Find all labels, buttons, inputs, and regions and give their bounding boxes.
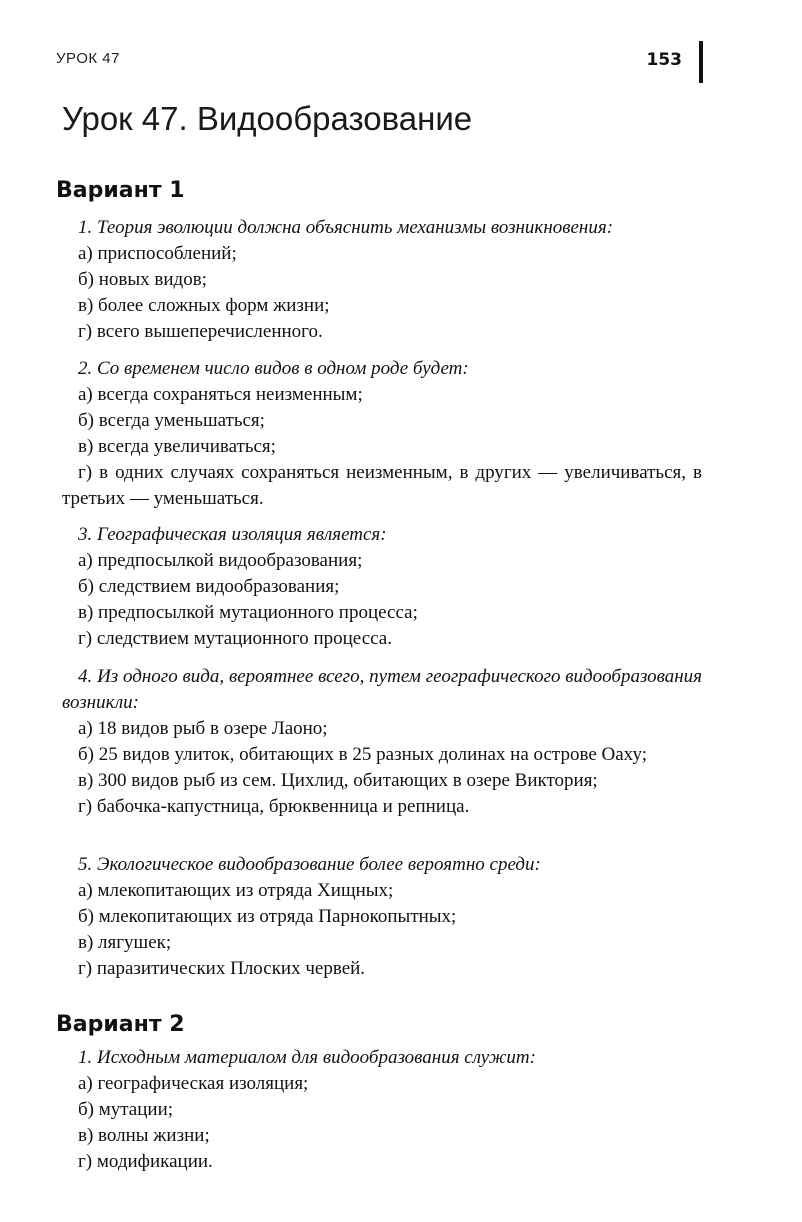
question-2-1 <box>62 1045 702 1175</box>
question-1-1 <box>62 215 702 345</box>
question-text: 5. Экологическое видообразование более вероятно среди: <box>78 854 541 875</box>
answer-option: а) географическая изоляция; <box>78 1073 309 1094</box>
answer-option: в) предпосылкой мутационного процесса; <box>78 602 418 623</box>
answer-option: а) предпосылкой видообразования; <box>78 550 363 571</box>
question-text: 1. Теория эволюции должна объяснить механизмы возникновения: <box>78 217 614 238</box>
answer-option: г) в одних случаях сохраняться неизменным, в других — увеличиваться, в третьих — уменьшаться. <box>62 462 702 509</box>
header-rule <box>699 41 703 83</box>
answer-option: в) волны жизни; <box>78 1125 210 1146</box>
answer-option: а) млекопитающих из отряда Хищных; <box>78 880 394 901</box>
question-1-2 <box>62 356 702 512</box>
answer-option: г) модификации. <box>78 1151 213 1172</box>
question-text: 1. Исходным материалом для видообразования служит: <box>78 1047 536 1068</box>
variant-1-heading: Вариант 1 <box>56 178 185 203</box>
question-text: 2. Со временем число видов в одном роде будет: <box>78 358 469 379</box>
question-text: 4. Из одного вида, вероятнее всего, путем географического видообразования возникли: <box>62 666 702 713</box>
answer-option: в) всегда увеличиваться; <box>78 436 276 457</box>
answer-option: г) следствием мутационного процесса. <box>78 628 392 649</box>
answer-option: г) паразитических Плоских червей. <box>78 958 366 979</box>
answer-option: в) более сложных форм жизни; <box>78 295 330 316</box>
answer-option: б) следствием видообразования; <box>78 576 340 597</box>
variant-2-heading: Вариант 2 <box>56 1012 185 1037</box>
answer-option: а) 18 видов рыб в озере Лаоно; <box>78 718 328 739</box>
question-1-5 <box>62 852 702 982</box>
answer-option: г) всего вышеперечисленного. <box>78 321 323 342</box>
answer-option: а) приспособлений; <box>78 243 237 264</box>
running-head: УРОК 47 <box>56 50 120 67</box>
answer-option: б) мутации; <box>78 1099 174 1120</box>
answer-option: б) всегда уменьшаться; <box>78 410 265 431</box>
page-number: 153 <box>646 50 682 70</box>
answer-option: в) 300 видов рыб из сем. Цихлид, обитающих в озере Виктория; <box>78 770 598 791</box>
question-1-3 <box>62 522 702 652</box>
answer-option: в) лягушек; <box>78 932 172 953</box>
answer-option: б) 25 видов улиток, обитающих в 25 разных долинах на острове Оаху; <box>78 744 647 765</box>
question-text: 3. Географическая изоляция является: <box>78 524 387 545</box>
answer-option: б) новых видов; <box>78 269 207 290</box>
answer-option: г) бабочка-капустница, брюквенница и репница. <box>78 796 470 817</box>
page-title: Урок 47. Видообразование <box>62 100 473 137</box>
question-1-4 <box>62 664 702 820</box>
answer-option: а) всегда сохраняться неизменным; <box>78 384 363 405</box>
answer-option: б) млекопитающих из отряда Парнокопытных; <box>78 906 457 927</box>
